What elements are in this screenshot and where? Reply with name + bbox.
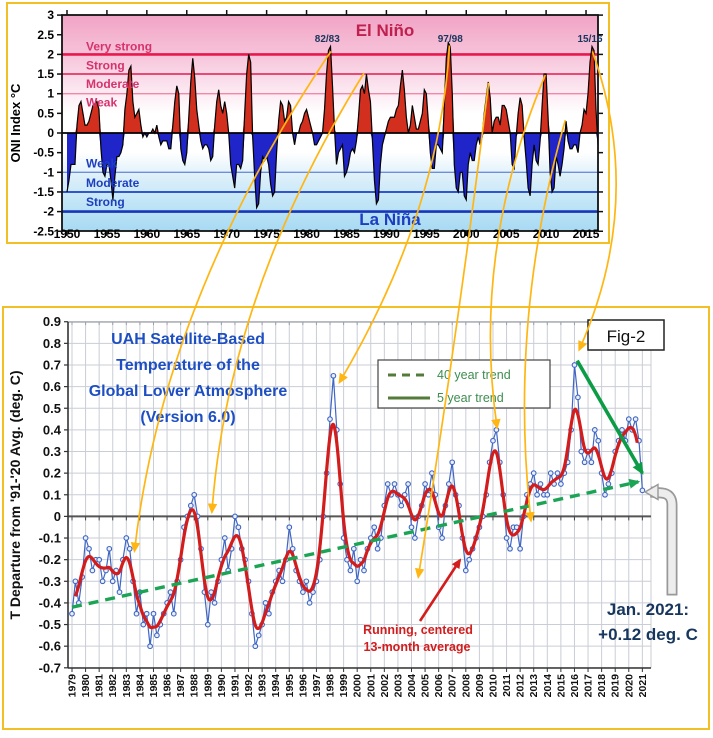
- uah-x-tick-label: 1980: [80, 674, 93, 698]
- oni-y-tick-label: 0: [47, 126, 54, 140]
- trend-40yr-line: [72, 482, 638, 607]
- oni-y-tick-label: -0.5: [33, 145, 54, 160]
- uah-x-tick-label: 1988: [188, 674, 201, 698]
- uah-x-tick-label: 2011: [501, 674, 514, 697]
- uah-title: [89, 331, 288, 426]
- el-nino-peak-label: 97/98: [437, 34, 463, 45]
- uah-x-tick-label: 2000: [351, 674, 364, 698]
- uah-y-tick-label: 0.9: [42, 314, 61, 330]
- uah-x-tick-label: 2006: [433, 674, 446, 698]
- el-nino-peak-label: 82/83: [314, 34, 340, 45]
- uah-x-tick-label: 1982: [107, 674, 120, 698]
- oni-x-tick-label: 1990: [373, 227, 400, 241]
- uah-y-tick-label: 0: [53, 508, 61, 524]
- uah-y-tick-label: -0.5: [38, 617, 61, 633]
- uah-x-tick-label: 2007: [446, 674, 459, 698]
- jan-2021-line2: +0.12 deg. C: [598, 625, 698, 644]
- cool-band-label: Moderate: [86, 175, 140, 190]
- oni-y-tick-label: -2: [43, 204, 54, 219]
- oni-y-tick-label: 2: [47, 47, 54, 62]
- warm-band-label: Weak: [86, 95, 118, 110]
- uah-x-tick-label: 1996: [297, 674, 310, 698]
- oni-chart-panel: [6, 2, 610, 244]
- uah-x-tick-label: 2001: [365, 674, 378, 698]
- oni-x-tick-label: 2015: [572, 227, 600, 241]
- uah-title-line3: Global Lower Atmosphere: [88, 383, 288, 400]
- oni-x-tick-label: 1985: [333, 227, 360, 241]
- uah-x-tick-label: 2014: [541, 674, 554, 698]
- uah-x-tick-label: 2016: [568, 674, 581, 698]
- oni-x-tick-label: 1950: [53, 227, 81, 241]
- oni-x-tick-label: 1970: [213, 227, 241, 241]
- trend-legend: [378, 360, 550, 408]
- uah-x-tick-label: 1993: [256, 674, 269, 698]
- uah-x-tick-label: 2003: [392, 674, 405, 698]
- warm-band-label: Strong: [86, 58, 125, 73]
- oni-x-tick-label: 1955: [93, 227, 121, 241]
- oni-plot-area: [33, 8, 603, 241]
- uah-y-tick-label: 0.4: [42, 422, 61, 438]
- oni-y-tick-label: 3: [47, 8, 54, 23]
- uah-x-tick-label: 1991: [229, 674, 242, 698]
- uah-x-tick-label: 2019: [609, 674, 622, 698]
- uah-x-tick-label: 2009: [473, 674, 486, 698]
- uah-x-tick-label: 2017: [582, 674, 595, 698]
- jan-2021-line1: Jan. 2021:: [606, 600, 690, 619]
- uah-y-tick-label: 0.5: [42, 400, 61, 416]
- cool-band-label: Strong: [86, 195, 125, 210]
- uah-x-tick-label: 1992: [243, 674, 256, 698]
- uah-x-tick-label: 2018: [596, 674, 609, 698]
- fig-2-callout: [588, 320, 664, 350]
- uah-x-tick-label: 1985: [147, 674, 160, 698]
- uah-y-tick-label: -0.4: [38, 595, 61, 611]
- oni-x-tick-label: 2010: [532, 227, 560, 241]
- oni-y-tick-label: 2.5: [37, 27, 54, 42]
- oni-x-tick-label: 1995: [412, 227, 440, 241]
- jan-2021-annotation: [598, 600, 698, 644]
- el-nino-label: El Niño: [355, 21, 415, 40]
- uah-x-tick-label: 1998: [324, 674, 337, 698]
- uah-y-axis-title: T Departure from '91-'20 Avg. (deg. C): [7, 370, 23, 620]
- uah-x-tick-label: 2010: [487, 674, 500, 698]
- uah-title-line1: UAH Satellite-Based: [111, 331, 265, 348]
- uah-x-tick-label: 2008: [460, 674, 473, 698]
- uah-x-tick-label: 2021: [636, 674, 649, 698]
- uah-y-tick-label: -0.6: [38, 638, 61, 654]
- uah-x-tick-label: 1990: [215, 674, 228, 698]
- uah-y-tick-label: 0.6: [42, 379, 61, 395]
- legend-5yr-label: 5 year trend: [437, 391, 504, 405]
- uah-x-tick-label: 1986: [161, 674, 174, 698]
- oni-y-axis-title: ONI Index °C: [8, 83, 23, 163]
- oni-x-tick-label: 1980: [293, 227, 320, 241]
- uah-y-tick-label: 0.2: [42, 465, 61, 481]
- fig-2-label: Fig-2: [606, 327, 646, 346]
- uah-x-tick-label: 2012: [514, 674, 527, 698]
- cool-band-label: Weak: [86, 156, 118, 171]
- running-average-pointer: [420, 560, 460, 621]
- uah-y-tick-label: 0.1: [42, 487, 61, 503]
- running-average-line2: 13-month average: [363, 640, 471, 654]
- oni-x-tick-label: 1960: [133, 227, 161, 241]
- oni-x-tick-label: 1975: [253, 227, 280, 241]
- uah-y-tick-label: 0.3: [42, 444, 61, 460]
- oni-x-tick-label: 2005: [492, 227, 520, 241]
- legend-40yr-label: 40 year trend: [437, 368, 511, 382]
- running-average-annotation: [363, 560, 473, 654]
- uah-y-tick-label: -0.2: [38, 552, 61, 568]
- oni-y-tick-label: -2.5: [33, 224, 54, 239]
- oni-y-tick-label: 1: [47, 86, 54, 101]
- uah-x-tick-label: 2004: [406, 674, 418, 698]
- running-average-line1: Running, centered: [363, 623, 473, 637]
- uah-x-tick-label: 1981: [93, 674, 106, 698]
- uah-chart: [4, 308, 708, 728]
- uah-x-tick-label: 1987: [175, 674, 188, 698]
- oni-y-tick-label: 0.5: [37, 106, 54, 121]
- oni-x-tick-label: 1965: [173, 227, 201, 241]
- oni-chart: [8, 4, 608, 242]
- uah-y-tick-label: -0.1: [38, 530, 61, 546]
- el-nino-peak-label: 15/16: [577, 34, 603, 45]
- warm-band-label: Very strong: [86, 39, 153, 54]
- oni-y-tick-label: -1: [43, 165, 54, 180]
- uah-x-tick-label: 1983: [120, 674, 133, 698]
- oni-y-tick-label: -1.5: [33, 184, 54, 199]
- oni-x-tick-label: 2000: [452, 227, 480, 241]
- uah-running-average-line: [75, 409, 637, 628]
- uah-x-tick-label: 2002: [378, 674, 391, 698]
- uah-x-tick-label: 2013: [528, 674, 541, 698]
- oni-y-tick-label: 1.5: [37, 67, 54, 82]
- uah-x-tick-label: 2020: [623, 674, 636, 698]
- uah-title-line4: (Version 6.0): [140, 409, 236, 426]
- uah-x-tick-label: 1994: [270, 674, 283, 698]
- uah-x-tick-label: 1984: [134, 674, 147, 698]
- uah-y-tick-label: -0.3: [38, 573, 61, 589]
- uah-x-tick-label: 2015: [555, 674, 568, 698]
- uah-x-tick-label: 1997: [310, 674, 323, 698]
- la-nina-label: La Niña: [359, 210, 421, 229]
- uah-y-tick-label: 0.7: [42, 357, 61, 373]
- uah-title-line2: Temperature of the: [116, 357, 260, 374]
- uah-x-tick-label: 1979: [66, 674, 79, 698]
- curved-arrow-icon: [645, 485, 672, 591]
- warm-band-label: Moderate: [86, 76, 140, 91]
- uah-chart-panel: [2, 306, 710, 730]
- uah-y-tick-label: -0.7: [38, 660, 61, 676]
- uah-x-tick-label: 1995: [283, 674, 296, 698]
- uah-x-tick-label: 2005: [419, 674, 432, 698]
- uah-x-tick-label: 1989: [202, 674, 215, 698]
- uah-y-tick-label: 0.8: [42, 335, 61, 351]
- uah-x-tick-label: 1999: [338, 674, 351, 698]
